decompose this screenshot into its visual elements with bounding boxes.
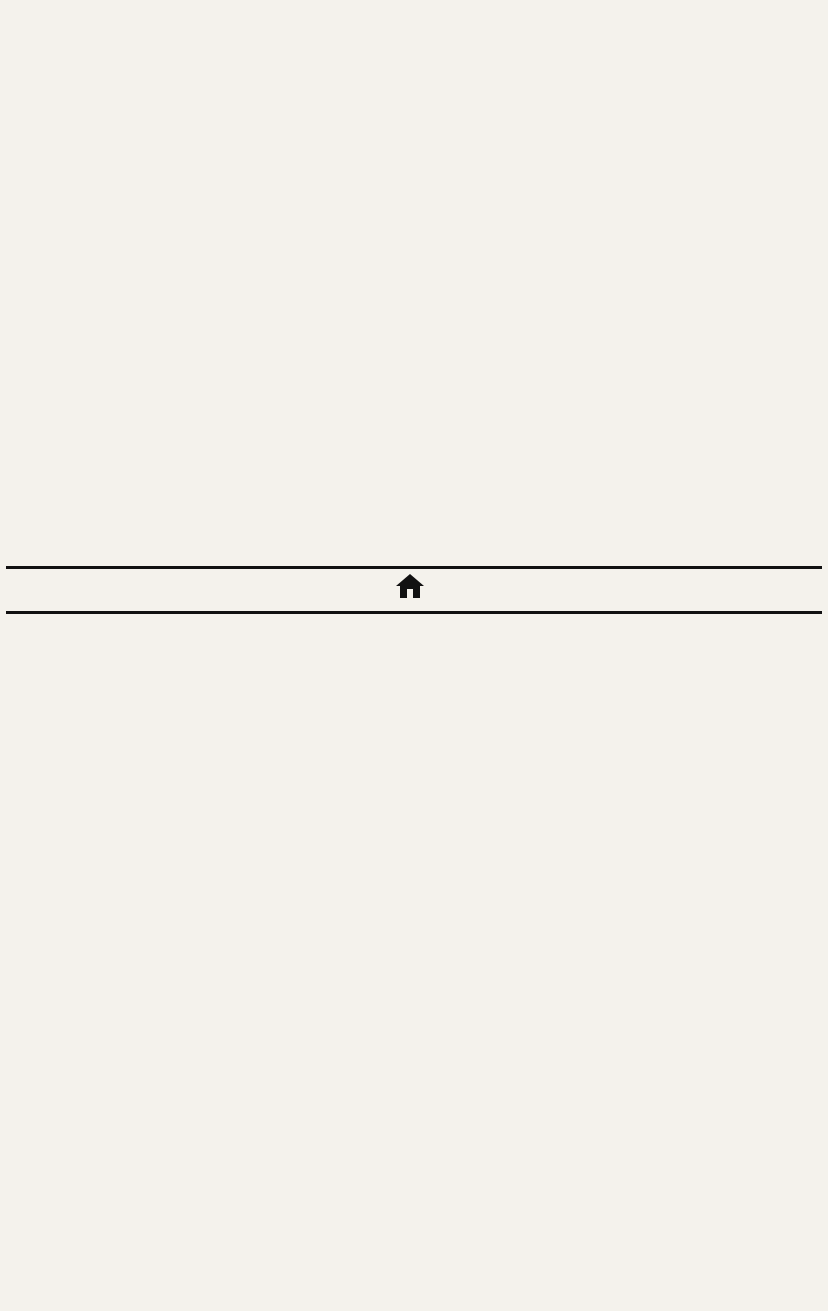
service-guide-section	[6, 618, 822, 1306]
page-header	[0, 0, 828, 18]
house-icon	[395, 573, 425, 599]
banner-subtitle	[412, 601, 416, 608]
help-wanted-section	[6, 20, 822, 564]
banner-title-row	[395, 573, 433, 599]
home-service-guide-banner	[6, 566, 822, 614]
